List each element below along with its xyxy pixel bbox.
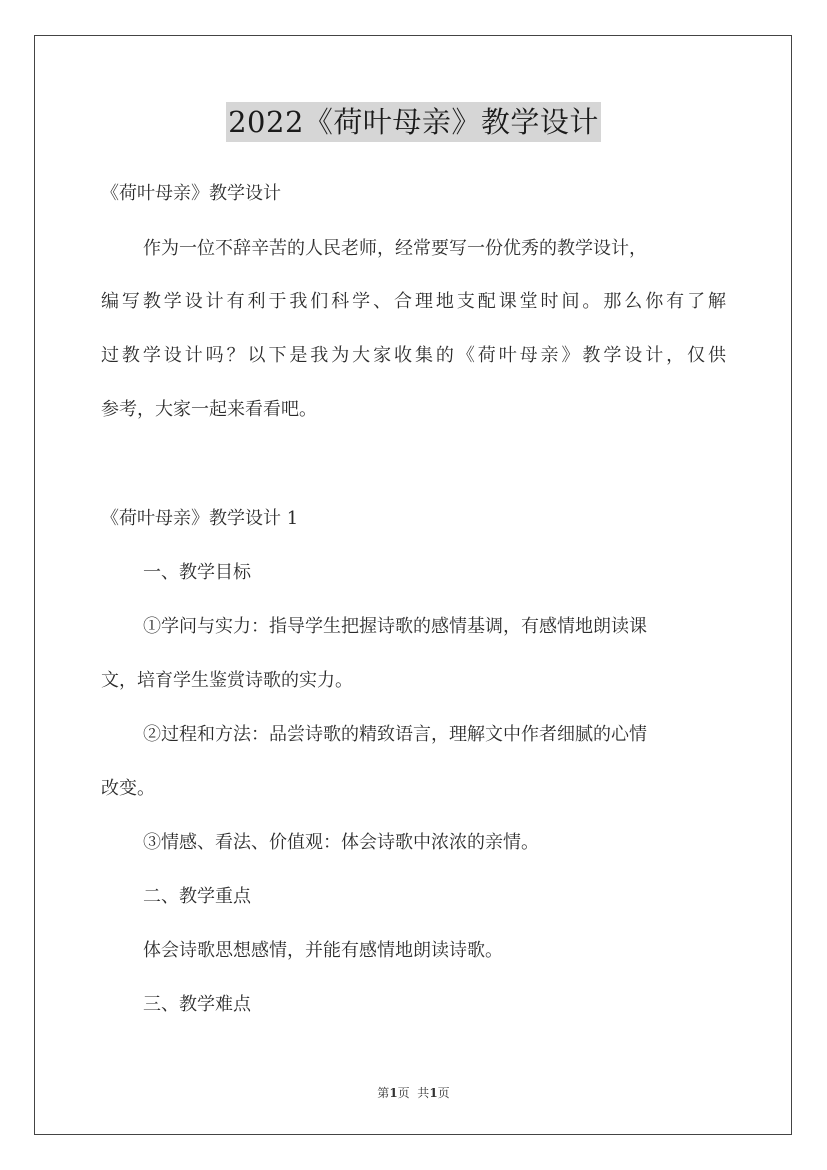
heading-objectives: 一、教学目标	[143, 562, 251, 583]
objective-3: ③情感、看法、价值观：体会诗歌中浓浓的亲情。	[143, 832, 539, 853]
heading-difficulty: 三、教学难点	[143, 994, 251, 1015]
objective-2-line-1: ②过程和方法：品尝诗歌的精致语言，理解文中作者细腻的心情	[143, 724, 647, 745]
intro-line-4: 参考，大家一起来看看吧。	[101, 399, 317, 420]
document-subtitle: 《荷叶母亲》教学设计	[101, 183, 281, 204]
objective-1-line-1: ①学问与实力：指导学生把握诗歌的感情基调，有感情地朗读课	[143, 616, 647, 637]
keypoint-text: 体会诗歌思想感情，并能有感情地朗读诗歌。	[143, 940, 503, 961]
intro-line-1: 作为一位不辞辛苦的人民老师，经常要写一份优秀的教学设计，	[143, 238, 647, 259]
title-container	[0, 102, 827, 142]
footer-mid: 页 共	[397, 1086, 430, 1100]
page-footer	[0, 1084, 827, 1101]
document-title: 2022《荷叶母亲》教学设计	[226, 102, 601, 142]
objective-1-line-2: 文，培育学生鉴赏诗歌的实力。	[101, 670, 353, 691]
footer-page-total: 1	[429, 1086, 438, 1100]
section-title: 《荷叶母亲》教学设计 1	[101, 508, 299, 529]
footer-suffix: 页	[437, 1086, 450, 1100]
intro-line-3: 过教学设计吗？以下是我为大家收集的《荷叶母亲》教学设计，仅供	[101, 345, 726, 366]
footer-page-current: 1	[389, 1086, 398, 1100]
heading-keypoint: 二、教学重点	[143, 886, 251, 907]
intro-line-2: 编写教学设计有利于我们科学、合理地支配课堂时间。那么你有了解	[101, 291, 726, 312]
footer-prefix: 第	[377, 1086, 390, 1100]
objective-2-line-2: 改变。	[101, 778, 155, 799]
